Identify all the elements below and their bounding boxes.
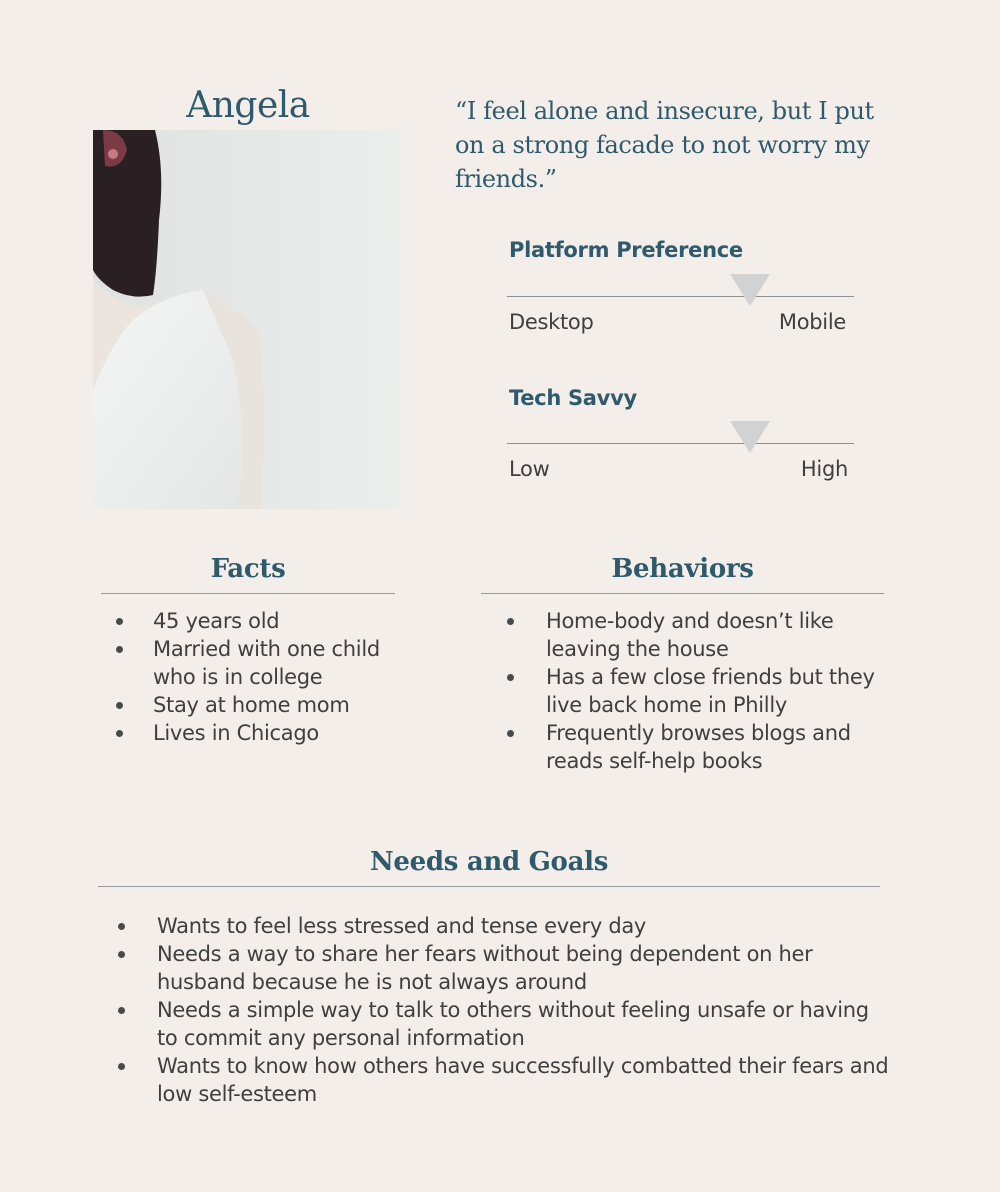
platform-preference-marker-icon (730, 274, 770, 306)
platform-preference-right-label: Mobile (778, 310, 846, 334)
facts-title: Facts (210, 554, 286, 584)
list-item: Lives in Chicago (108, 719, 408, 747)
bullet-icon (507, 618, 514, 625)
bullet-icon (116, 618, 123, 625)
list-item: Wants to know how others have successfully combatted their fears and low self-esteem (112, 1052, 892, 1108)
list-item: 45 years old (108, 607, 408, 635)
behaviors-title: Behaviors (611, 554, 754, 584)
list-item: Wants to feel less stressed and tense every day (112, 912, 892, 940)
bullet-icon (118, 1063, 125, 1070)
list-item: Stay at home mom (108, 691, 408, 719)
persona-quote: “I feel alone and insecure, but I put on a strong facade to not worry my friends.” (455, 97, 874, 193)
needs-goals-list (112, 912, 892, 1108)
list-item: Needs a simple way to talk to others without feeling unsafe or having to commit any personal information (112, 996, 892, 1052)
behaviors-list (500, 607, 885, 775)
persona-name: Angela (186, 85, 310, 126)
bullet-icon (118, 951, 125, 958)
platform-preference-title: Platform Preference (509, 238, 743, 262)
bullet-icon (116, 702, 123, 709)
bullet-icon (118, 923, 125, 930)
bullet-icon (507, 674, 514, 681)
tech-savvy-marker-icon (730, 421, 770, 453)
bullet-icon (116, 646, 123, 653)
bullet-icon (507, 730, 514, 737)
tech-savvy-track (507, 443, 854, 444)
facts-divider (101, 593, 395, 594)
bullet-icon (118, 1007, 125, 1014)
behaviors-divider (481, 593, 884, 594)
needs-goals-divider (98, 886, 880, 887)
list-item: Needs a way to share her fears without being dependent on her husband because he is not always around (112, 940, 892, 996)
platform-preference-left-label: Desktop (509, 310, 594, 334)
needs-goals-title: Needs and Goals (369, 847, 609, 877)
tech-savvy-title: Tech Savvy (509, 386, 637, 410)
tech-savvy-left-label: Low (509, 457, 550, 481)
tech-savvy-right-label: High (800, 457, 848, 481)
list-item: Frequently browses blogs and reads self-help books (500, 719, 885, 775)
persona-photo (93, 130, 402, 509)
list-item: Home-body and doesn’t like leaving the house (500, 607, 885, 663)
list-item: Has a few close friends but they live back home in Philly (500, 663, 885, 719)
facts-list (108, 607, 408, 747)
list-item: Married with one child who is in college (108, 635, 408, 691)
platform-preference-track (507, 296, 854, 297)
bullet-icon (116, 730, 123, 737)
